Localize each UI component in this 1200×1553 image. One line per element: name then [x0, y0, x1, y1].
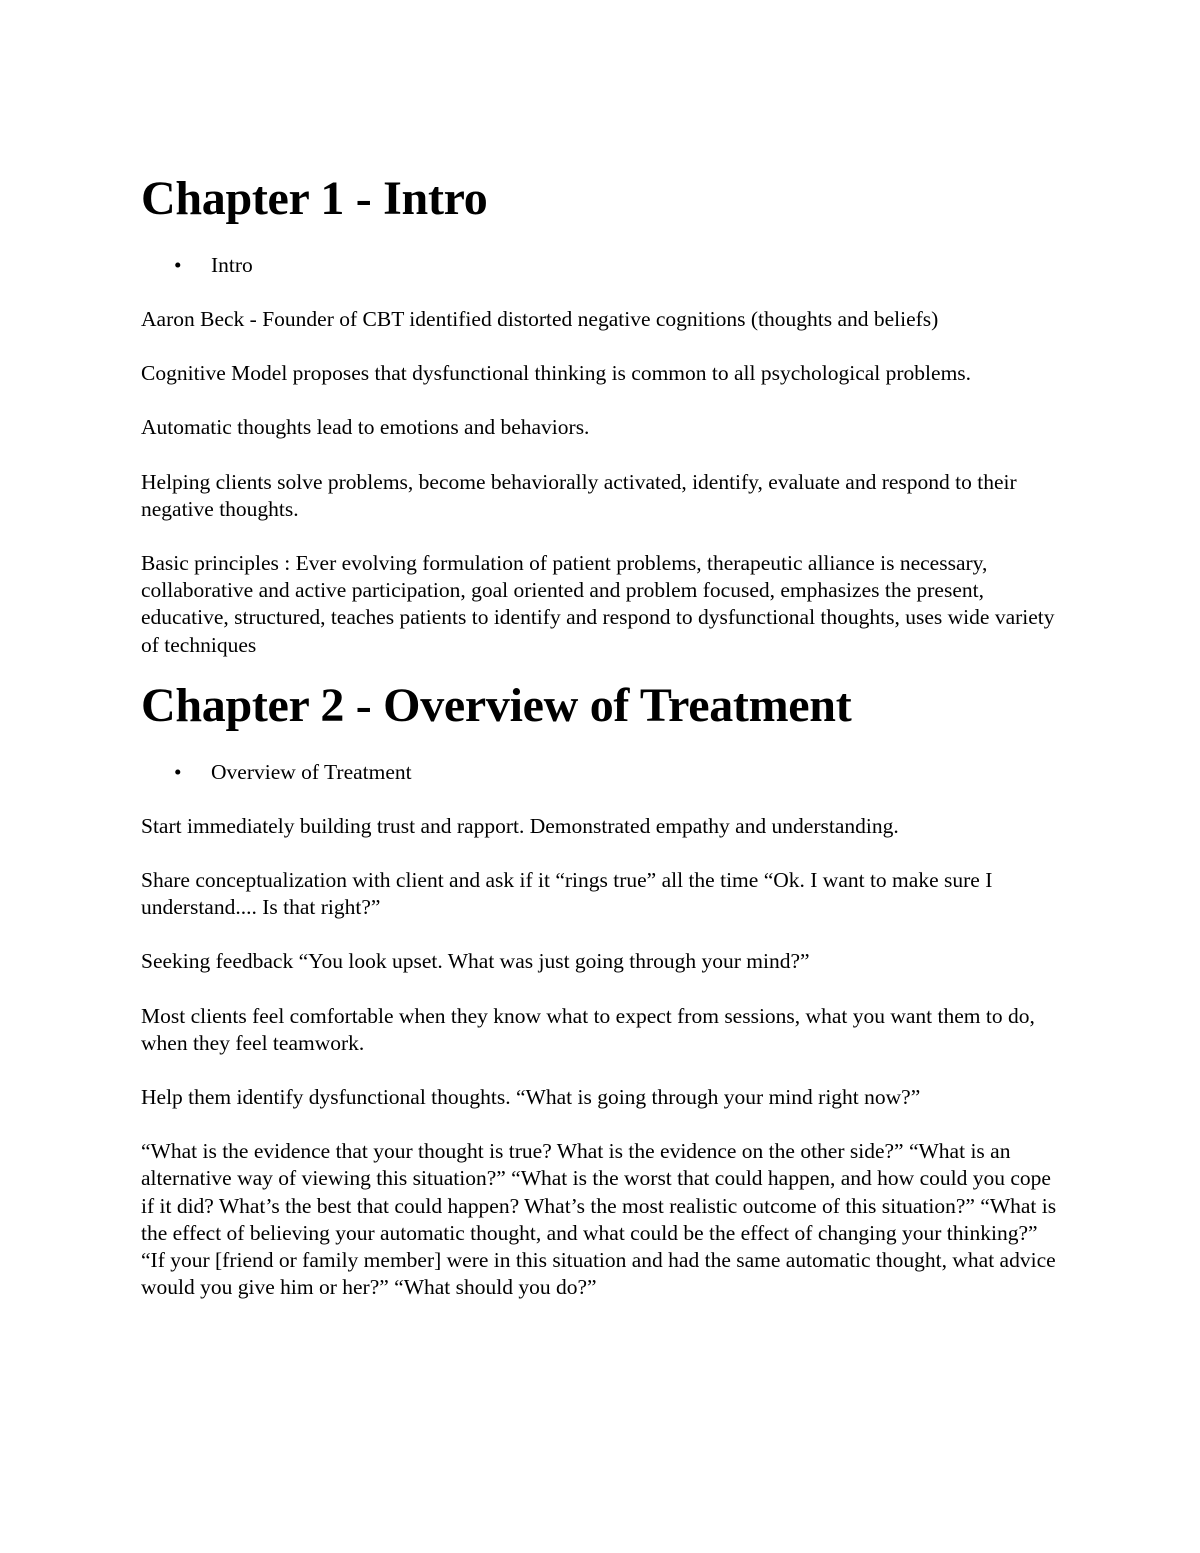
chapter-1-bullet-item: [141, 252, 1066, 279]
chapter-2-bullet-item: [141, 759, 1066, 786]
bullet-icon: •: [174, 253, 182, 277]
chapter-1-paragraph: Helping clients solve problems, become behaviorally activated, identify, evaluate and respond to their negative thoughts.: [141, 469, 1017, 521]
chapter-1-paragraph: Cognitive Model proposes that dysfunctional thinking is common to all psychological problems.: [141, 361, 972, 386]
chapter-1-paragraph: Basic principles : Ever evolving formulation of patient problems, therapeutic alliance is necessary, collaborative and active participation, goal oriented and problem focused, emphasizes the present, educative, structured, teaches patients to identify and respond to dysfunctional thoughts, uses wide variety of techniques: [141, 551, 1055, 657]
chapter-1-bullet-list: [141, 252, 1066, 279]
chapter-2-bullet-text: Overview of Treatment: [211, 759, 412, 784]
chapter-2-bullet-list: [141, 759, 1066, 786]
chapter-2-paragraph: Help them identify dysfunctional thoughts. “What is going through your mind right now?”: [141, 1085, 921, 1110]
chapter-1-bullet-text: Intro: [211, 253, 253, 277]
chapter-1-heading: Chapter 1 - Intro: [141, 172, 488, 225]
chapter-2-paragraph: Seeking feedback “You look upset. What was just going through your mind?”: [141, 949, 810, 974]
chapter-2-paragraph: Start immediately building trust and rapport. Demonstrated empathy and understanding.: [141, 813, 899, 838]
document-page: [141, 170, 1066, 1301]
chapter-2-paragraph: Most clients feel comfortable when they know what to expect from sessions, what you want them to do, when they feel teamwork.: [141, 1003, 1035, 1055]
chapter-1-paragraph: Automatic thoughts lead to emotions and behaviors.: [141, 415, 590, 440]
chapter-2-heading: Chapter 2 - Overview of Treatment: [141, 678, 852, 732]
bullet-icon: •: [174, 759, 182, 784]
chapter-2-paragraph: “What is the evidence that your thought is true? What is the evidence on the other side?” “What is an alternative way of viewing this situation?” “What is the worst that could happen, and how could you cope if it did? What’s the best that could happen? What’s the most realistic outcome of this situation?” “What is the effect of believing your automatic thought, and what could be the effect of changing your thinking?” “If your [friend or family member] were in this situation and had the same automatic thought, what advice would you give him or her?” “What should you do?”: [141, 1139, 1057, 1300]
chapter-2-paragraph: Share conceptualization with client and ask if it “rings true” all the time “Ok. I want to make sure I understand.... Is that right?”: [141, 868, 993, 920]
chapter-1-paragraph: Aaron Beck - Founder of CBT identified distorted negative cognitions (thoughts and beliefs): [141, 307, 939, 331]
